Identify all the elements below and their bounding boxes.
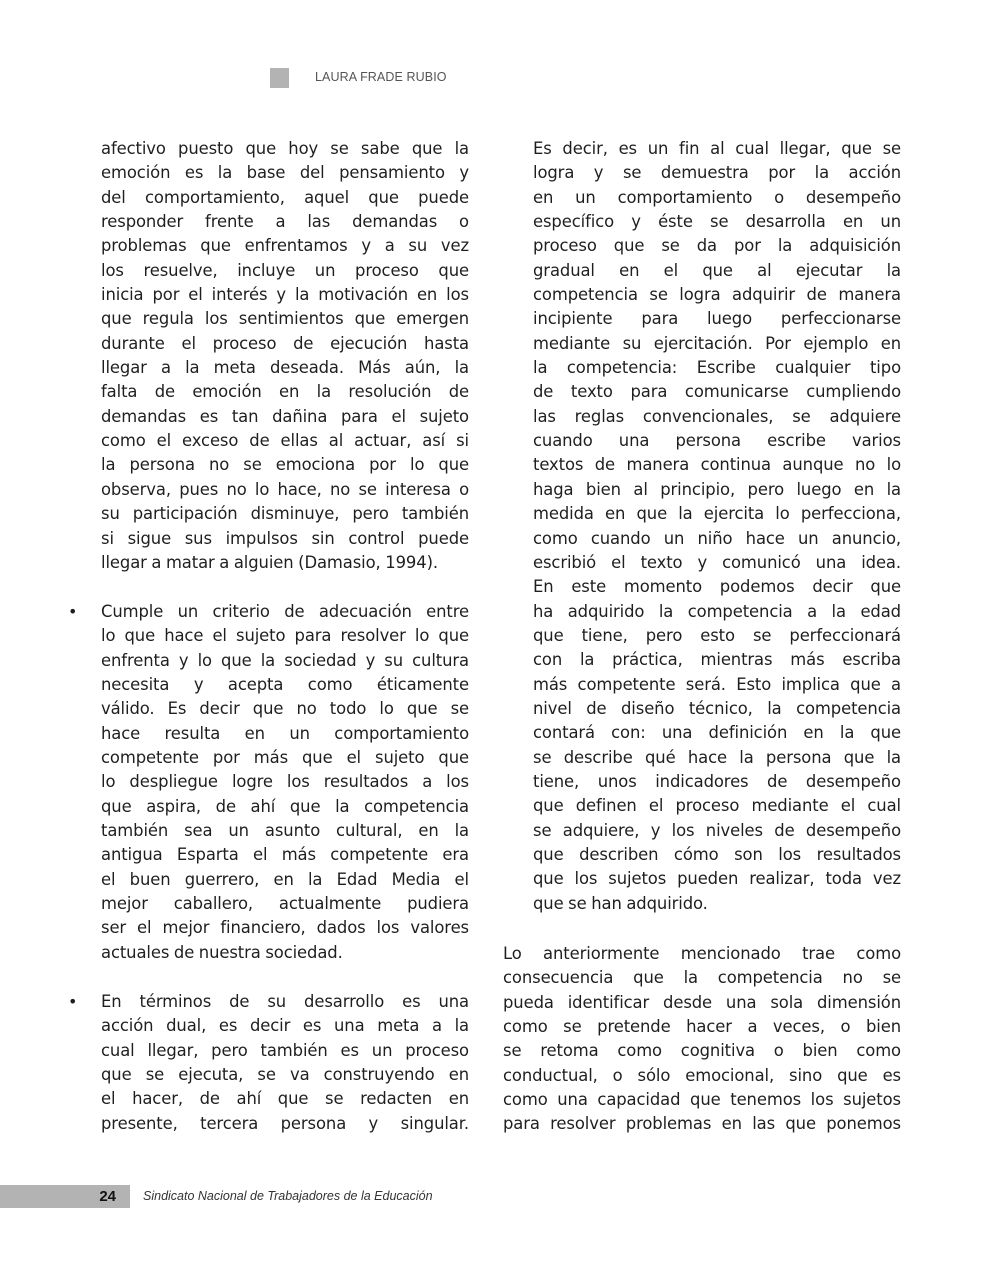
bullet-marker: •: [68, 992, 78, 1011]
text-line: específico y éste se desarrolla en un: [533, 212, 901, 232]
text-line: del comportamiento, aquel que puede: [101, 187, 469, 207]
text-line: como cuando un niño hace un anuncio,: [533, 528, 901, 548]
text-line: antigua Esparta el más competente era: [101, 845, 469, 865]
text-line: enfrenta y lo que la sociedad y su cultura: [101, 650, 469, 670]
text-line: demandas es tan dañina para el sujeto: [101, 406, 469, 426]
text-line: competente por más que el sujeto que: [101, 748, 469, 768]
text-line: que definen el proceso mediante el cual: [533, 796, 901, 816]
text-line: acción dual, es decir es una meta a la: [101, 1016, 469, 1036]
text-line: también sea un asunto cultural, en la: [101, 821, 469, 841]
text-line: para resolver problemas en las que ponemos: [503, 1114, 901, 1134]
text-line: se retoma como cognitiva o bien como: [503, 1041, 901, 1061]
text-line: haga bien al principio, pero luego en la: [533, 479, 901, 499]
footer-organization: Sindicato Nacional de Trabajadores de la Educación: [143, 1189, 433, 1203]
text-line: llegar a matar a alguien (Damasio, 1994).: [101, 552, 438, 572]
text-line: cuando una persona escribe varios: [533, 431, 901, 451]
text-line: que se ejecuta, se va construyendo en: [101, 1065, 469, 1085]
text-line: las reglas convencionales, se adquiere: [533, 406, 901, 426]
text-line: los resuelve, incluye un proceso que: [101, 260, 469, 280]
bullet-text: [101, 600, 469, 965]
right-column-paragraph: [533, 137, 901, 916]
bullet-item-2: [68, 990, 469, 1136]
text-line: falta de emoción en la resolución de: [101, 382, 469, 402]
text-line: consecuencia que la competencia no se: [503, 968, 901, 988]
text-line: el buen guerrero, en la Edad Media el: [101, 869, 469, 889]
footer-page-bar: [0, 1185, 130, 1208]
paragraph-continuation: [101, 137, 469, 575]
running-header-author: LAURA FRADE RUBIO: [315, 70, 447, 84]
text-line: responder frente a las demandas o: [101, 212, 469, 232]
text-line: como una capacidad que tenemos los sujetos: [503, 1090, 901, 1110]
text-line: actuales de nuestra sociedad.: [101, 942, 343, 962]
text-line: En términos de su desarrollo es una: [101, 992, 469, 1011]
text-line: se adquiere, y los niveles de desempeño: [533, 820, 901, 840]
text-line: tiene, unos indicadores de desempeño: [533, 771, 901, 791]
text-line: que tiene, pero esto se perfeccionará: [533, 625, 901, 645]
text-line: el hacer, de ahí que se redacten en: [101, 1089, 469, 1109]
text-line: problemas que enfrentamos y a su vez: [101, 236, 469, 256]
text-line: llegar a la meta deseada. Más aún, la: [101, 358, 469, 378]
text-line: ha adquirido la competencia a la edad: [533, 601, 901, 621]
text-line: hace resulta en un comportamiento: [101, 723, 469, 743]
text-line: nivel de diseño técnico, la competencia: [533, 698, 901, 718]
text-line: escribió el texto y comunicó una idea.: [533, 552, 901, 572]
text-line: en un comportamiento o desempeño: [533, 187, 901, 207]
text-line: como se pretende hacer a veces, o bien: [503, 1017, 901, 1037]
text-line: se describe qué hace la persona que la: [533, 747, 901, 767]
text-line: que los sujetos pueden realizar, toda vez: [533, 869, 901, 889]
text-line: incipiente para luego perfeccionarse: [533, 309, 901, 329]
text-line: con la práctica, mientras más escriba: [533, 650, 901, 670]
text-line: necesita y acepta como éticamente: [101, 675, 469, 695]
header-decorative-square: [270, 68, 289, 88]
text-line: proceso que se da por la adquisición: [533, 236, 901, 256]
text-line: competencia se logra adquirir de manera: [533, 285, 901, 305]
text-line: lo que hace el sujeto para resolver lo que: [101, 626, 469, 646]
bullet-item-1: [68, 600, 469, 965]
text-line: medida en que la ejercita lo perfecciona,: [533, 504, 901, 524]
text-line: durante el proceso de ejecución hasta: [101, 333, 469, 353]
text-line: En este momento podemos decir que: [533, 577, 901, 597]
text-line: Cumple un criterio de adecuación entre: [101, 602, 469, 621]
text-line: si sigue sus impulsos sin control puede: [101, 528, 469, 548]
text-line: Es decir, es un fin al cual llegar, que se: [533, 139, 901, 158]
text-line: que regula los sentimientos que emergen: [101, 309, 469, 329]
text-line: logra y se demuestra por la acción: [533, 163, 901, 183]
text-line: cual llegar, pero también es un proceso: [101, 1040, 469, 1060]
text-line: la competencia: Escribe cualquier tipo: [533, 358, 901, 378]
text-line: textos de manera continua aunque no lo: [533, 455, 901, 475]
left-column-paragraph: [101, 137, 469, 575]
text-line: que aspira, de ahí que la competencia: [101, 796, 469, 816]
text-line: su participación disminuye, pero también: [101, 504, 469, 524]
bullet-marker: •: [68, 602, 78, 621]
text-line: mediante su ejercitación. Por ejemplo en: [533, 333, 901, 353]
text-line: gradual en el que al ejecutar la: [533, 260, 901, 280]
text-line: emoción es la base del pensamiento y: [101, 163, 469, 183]
text-line: mejor caballero, actualmente pudiera: [101, 894, 469, 914]
text-line: afectivo puesto que hoy se sabe que la: [101, 139, 469, 158]
text-line: contará con: una definición en la que: [533, 723, 901, 743]
text-line: pueda identificar desde una sola dimensión: [503, 992, 901, 1012]
text-line: más competente será. Esto implica que a: [533, 674, 901, 694]
text-line: lo despliegue logre los resultados a los: [101, 772, 469, 792]
text-line: de texto para comunicarse cumpliendo: [533, 382, 901, 402]
text-line: presente, tercera persona y singular.: [101, 1113, 469, 1133]
text-line: observa, pues no lo hace, no se interesa o: [101, 479, 469, 499]
text-line: válido. Es decir que no todo lo que se: [101, 699, 469, 719]
text-line: ser el mejor financiero, dados los valores: [101, 918, 469, 938]
paragraph-continuation: [533, 137, 901, 916]
text-line: Lo anteriormente mencionado trae como: [503, 944, 901, 963]
text-line: que describen cómo son los resultados: [533, 844, 901, 864]
final-paragraph: [503, 942, 901, 1137]
page-number: 24: [99, 1188, 116, 1205]
text-line: que se han adquirido.: [533, 893, 708, 913]
text-line: conductual, o sólo emocional, sino que es: [503, 1065, 901, 1085]
text-line: como el exceso de ellas al actuar, así si: [101, 431, 469, 451]
text-line: la persona no se emociona por lo que: [101, 455, 469, 475]
paragraph-text: [503, 942, 901, 1137]
bullet-text: [101, 990, 469, 1136]
text-line: inicia por el interés y la motivación en los: [101, 285, 469, 305]
